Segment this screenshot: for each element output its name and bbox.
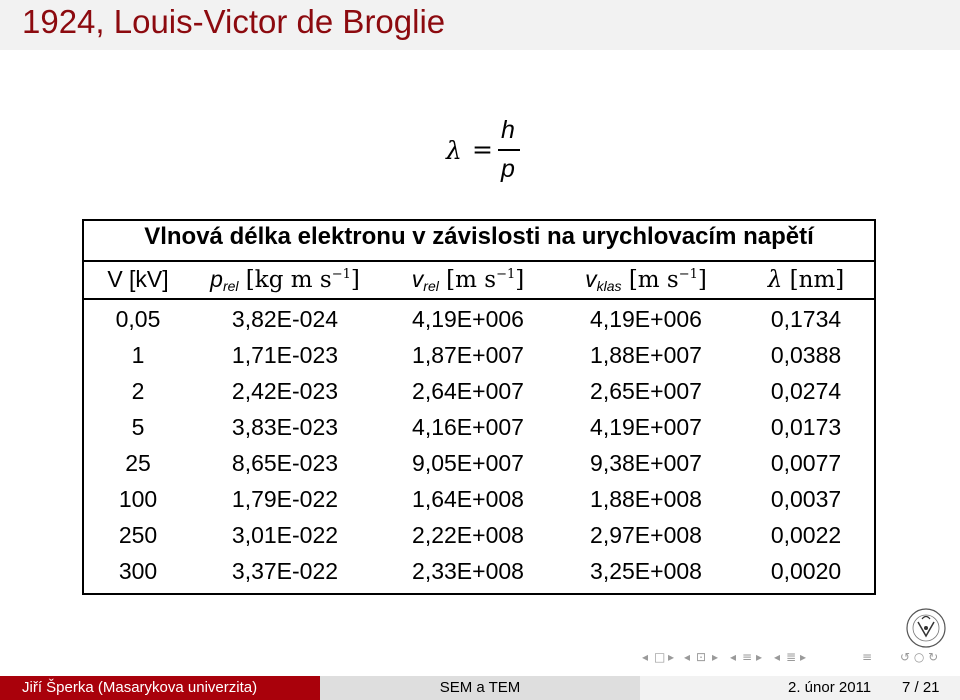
cell-voltage: 250 xyxy=(118,522,158,548)
formula-denominator: p xyxy=(501,155,515,183)
footer-date-section xyxy=(640,676,960,700)
cell-voltage: 300 xyxy=(118,558,158,584)
table-row xyxy=(84,342,874,378)
cell-p-rel: 2,42E-023 xyxy=(231,378,339,404)
cell-voltage: 5 xyxy=(131,414,145,440)
header-v-klas: $v_{klas}$ [m $s^{-1}$] xyxy=(585,266,707,294)
footer-page-number: 7 / 21 xyxy=(902,679,940,696)
cell-v-klas: 1,88E+008 xyxy=(590,486,702,512)
beamer-navigation-bar xyxy=(634,650,960,668)
footer-date: 2. únor 2011 xyxy=(788,679,872,696)
footer-author-section xyxy=(0,676,320,700)
cell-lambda: 0,0037 xyxy=(770,486,842,512)
cell-voltage: 0,05 xyxy=(115,306,161,332)
cell-v-rel: 4,16E+007 xyxy=(412,414,524,440)
table-row xyxy=(84,414,874,450)
cell-p-rel: 1,71E-023 xyxy=(231,342,339,368)
frame-prev-icon[interactable]: ◂ xyxy=(642,650,649,664)
wavelength-table xyxy=(82,219,876,595)
cell-p-rel: 3,01E-022 xyxy=(231,522,339,548)
table-row xyxy=(84,450,874,486)
de-broglie-formula xyxy=(440,116,540,196)
cell-voltage: 1 xyxy=(131,342,145,368)
cell-lambda: 0,1734 xyxy=(770,306,842,332)
subsection-icon[interactable]: ⊡ xyxy=(696,650,707,664)
cell-v-klas: 2,65E+007 xyxy=(590,378,702,404)
cell-v-rel: 1,64E+008 xyxy=(412,486,524,512)
table-header-row xyxy=(84,266,874,302)
formula-equals: = xyxy=(472,135,493,164)
cell-lambda: 0,0077 xyxy=(770,450,842,476)
cell-lambda: 0,0020 xyxy=(770,558,842,584)
table-divider xyxy=(84,298,874,300)
table-divider xyxy=(84,260,874,262)
cell-voltage: 2 xyxy=(131,378,145,404)
cell-v-klas: 1,88E+007 xyxy=(590,342,702,368)
header-voltage: V [kV] xyxy=(107,266,169,292)
table-row xyxy=(84,306,874,342)
table-caption: Vlnová délka elektronu v závislosti na urychlovacím napětí xyxy=(144,223,814,250)
slide-title: 1924, Louis-Victor de Broglie xyxy=(22,3,446,40)
cell-v-klas: 4,19E+006 xyxy=(590,306,702,332)
part-next-icon[interactable]: ▸ xyxy=(800,650,807,664)
cell-v-rel: 9,05E+007 xyxy=(412,450,524,476)
section-next-icon[interactable]: ▸ xyxy=(756,650,763,664)
table-row xyxy=(84,522,874,558)
section-prev-icon[interactable]: ◂ xyxy=(730,650,737,664)
cell-lambda: 0,0173 xyxy=(770,414,842,440)
cell-v-klas: 2,97E+008 xyxy=(590,522,702,548)
cell-p-rel: 3,82E-024 xyxy=(231,306,339,332)
frame-title-bar xyxy=(0,0,960,50)
cell-v-rel: 4,19E+006 xyxy=(412,306,524,332)
cell-v-rel: 2,33E+008 xyxy=(412,558,524,584)
frame-icon[interactable]: □ xyxy=(654,650,666,664)
cell-v-rel: 2,22E+008 xyxy=(412,522,524,548)
cell-lambda: 0,0022 xyxy=(770,522,842,548)
table-row xyxy=(84,486,874,522)
cell-p-rel: 1,79E-022 xyxy=(231,486,339,512)
university-seal-icon xyxy=(900,606,952,650)
cell-v-klas: 9,38E+007 xyxy=(590,450,702,476)
footer-author: Jiří Šperka (Masarykova univerzita) xyxy=(22,679,258,696)
cell-v-rel: 1,87E+007 xyxy=(412,342,524,368)
cell-voltage: 25 xyxy=(125,450,151,476)
search-icon[interactable]: ↺ ○ ↻ xyxy=(900,650,939,664)
cell-voltage: 100 xyxy=(118,486,158,512)
footer-bar xyxy=(0,676,960,700)
subsection-next-icon[interactable]: ▸ xyxy=(712,650,719,664)
header-v-rel: $v_{rel}$ [m $s^{-1}$] xyxy=(411,266,525,294)
subsection-prev-icon[interactable]: ◂ xyxy=(684,650,691,664)
cell-lambda: 0,0274 xyxy=(770,378,842,404)
formula-lambda: λ xyxy=(446,136,462,165)
align-icon[interactable]: ≡ xyxy=(862,650,873,664)
footer-short-title: SEM a TEM xyxy=(439,679,521,696)
frame-next-icon[interactable]: ▸ xyxy=(668,650,675,664)
cell-v-klas: 4,19E+007 xyxy=(590,414,702,440)
header-p-rel: $p_{rel}$ [kg m $s^{-1}$] xyxy=(210,266,360,294)
cell-v-klas: 3,25E+008 xyxy=(590,558,702,584)
part-prev-icon[interactable]: ◂ xyxy=(774,650,781,664)
header-lambda: λ [nm] xyxy=(767,267,845,293)
table-row xyxy=(84,378,874,414)
cell-p-rel: 8,65E-023 xyxy=(231,450,339,476)
footer-title-section xyxy=(320,676,640,700)
cell-lambda: 0,0388 xyxy=(770,342,842,368)
fraction-bar xyxy=(498,149,520,151)
cell-v-rel: 2,64E+007 xyxy=(412,378,524,404)
table-row xyxy=(84,558,874,594)
cell-p-rel: 3,37E-022 xyxy=(231,558,339,584)
cell-p-rel: 3,83E-023 xyxy=(231,414,339,440)
section-icon[interactable]: ≡ xyxy=(742,650,753,664)
part-icon[interactable]: ≣ xyxy=(786,650,797,664)
formula-numerator: h xyxy=(501,116,515,144)
